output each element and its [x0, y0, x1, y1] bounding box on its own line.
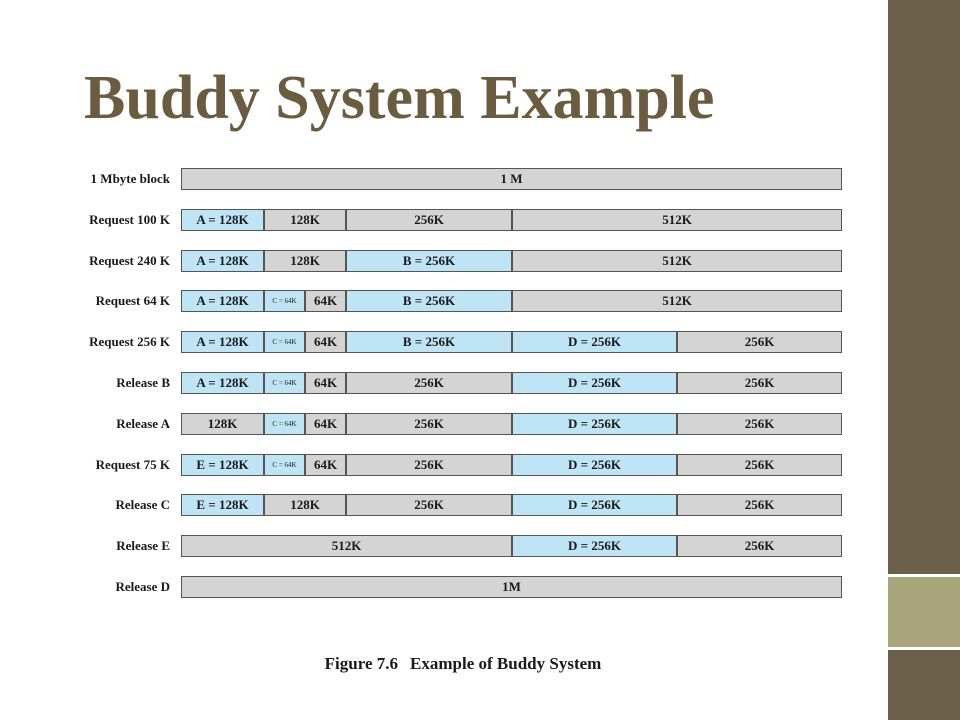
allocated-block: D = 256K	[512, 535, 677, 557]
allocated-block: D = 256K	[512, 494, 677, 516]
free-block: 128K	[181, 413, 264, 435]
free-block: 256K	[677, 331, 842, 353]
allocated-block: E = 128K	[181, 454, 264, 476]
side-divider	[888, 647, 960, 650]
free-block: 256K	[677, 454, 842, 476]
free-block: 128K	[264, 209, 346, 231]
allocated-block: D = 256K	[512, 454, 677, 476]
free-block: 256K	[346, 413, 512, 435]
free-block: 64K	[305, 290, 346, 312]
row-label: Release A	[116, 415, 170, 431]
row-label: Request 64 K	[95, 293, 170, 309]
free-block: 1 M	[181, 168, 842, 190]
allocated-block: B = 256K	[346, 331, 512, 353]
allocated-block: C = 64K	[264, 331, 305, 353]
caption-text: Example of Buddy System	[410, 654, 602, 673]
free-block: 256K	[677, 372, 842, 394]
free-block: 512K	[181, 535, 512, 557]
row-label: Release E	[116, 538, 170, 554]
caption-number: Figure 7.6	[324, 654, 399, 673]
memory-row	[64, 168, 862, 190]
free-block: 64K	[305, 454, 346, 476]
free-block: 64K	[305, 331, 346, 353]
free-block: 256K	[677, 494, 842, 516]
memory-row	[64, 494, 862, 516]
allocated-block: D = 256K	[512, 331, 677, 353]
free-block: 256K	[677, 535, 842, 557]
free-block: 128K	[264, 250, 346, 272]
allocated-block: A = 128K	[181, 290, 264, 312]
row-label: Request 240 K	[89, 252, 170, 268]
row-label: Request 75 K	[95, 456, 170, 472]
memory-row	[64, 331, 862, 353]
memory-row	[64, 576, 862, 598]
allocated-block: A = 128K	[181, 250, 264, 272]
allocated-block: C = 64K	[264, 454, 305, 476]
free-block: 256K	[677, 413, 842, 435]
buddy-system-figure	[64, 158, 862, 682]
memory-row	[64, 250, 862, 272]
row-label: Release C	[115, 497, 170, 513]
allocated-block: C = 64K	[264, 290, 305, 312]
allocated-block: C = 64K	[264, 413, 305, 435]
free-block: 256K	[346, 372, 512, 394]
row-label: Release D	[115, 579, 170, 594]
allocated-block: E = 128K	[181, 494, 264, 516]
free-block: 1M	[181, 576, 842, 598]
allocated-block: B = 256K	[346, 290, 512, 312]
allocated-block: D = 256K	[512, 372, 677, 394]
allocated-block: C = 64K	[264, 372, 305, 394]
free-block: 256K	[346, 454, 512, 476]
free-block: 256K	[346, 209, 512, 231]
allocated-block: A = 128K	[181, 209, 264, 231]
free-block: 64K	[305, 372, 346, 394]
memory-row	[64, 535, 862, 557]
free-block: 256K	[346, 494, 512, 516]
allocated-block: A = 128K	[181, 331, 264, 353]
memory-row	[64, 209, 862, 231]
free-block: 128K	[264, 494, 346, 516]
memory-row	[64, 290, 862, 312]
allocated-block: B = 256K	[346, 250, 512, 272]
free-block: 64K	[305, 413, 346, 435]
free-block: 512K	[512, 250, 842, 272]
memory-row	[64, 372, 862, 394]
row-label: Request 100 K	[89, 211, 170, 227]
memory-row	[64, 413, 862, 435]
row-label: Request 256 K	[89, 334, 170, 350]
figure-caption	[64, 654, 862, 674]
free-block: 512K	[512, 209, 842, 231]
side-divider	[888, 574, 960, 577]
allocated-block: D = 256K	[512, 413, 677, 435]
side-accent	[888, 576, 960, 648]
row-label: 1 Mbyte block	[90, 171, 170, 186]
memory-row	[64, 454, 862, 476]
allocated-block: A = 128K	[181, 372, 264, 394]
row-label: Release B	[116, 375, 170, 390]
free-block: 512K	[512, 290, 842, 312]
slide-title: Buddy System Example	[84, 64, 715, 132]
